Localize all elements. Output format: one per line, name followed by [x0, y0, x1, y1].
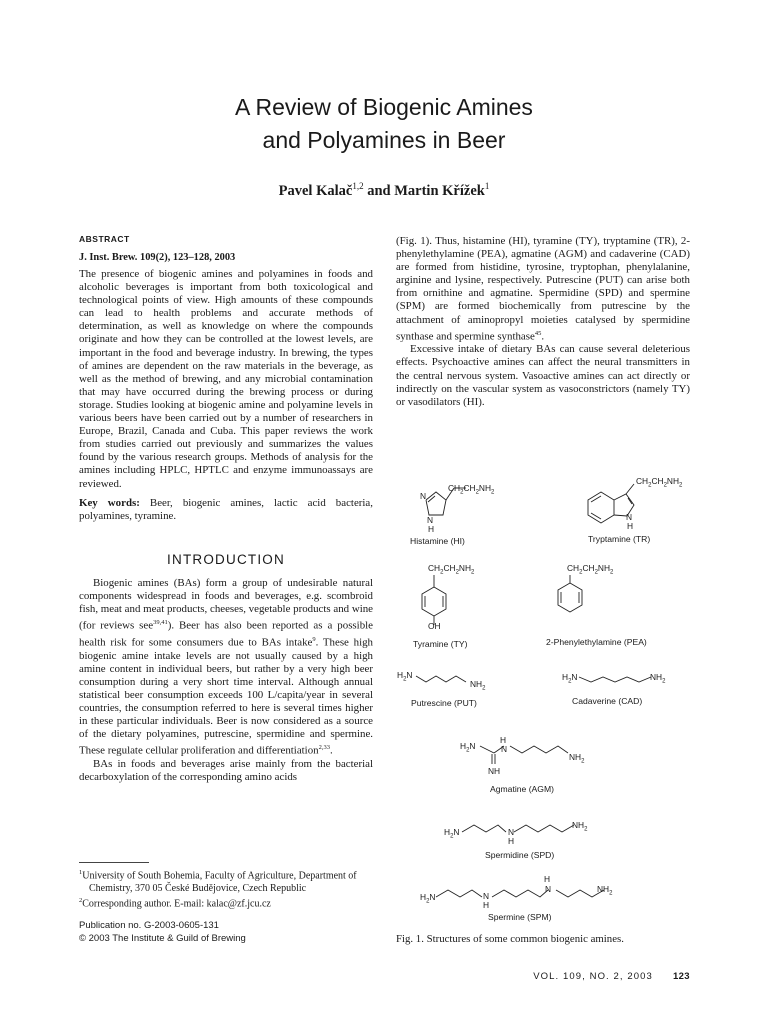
- atom-label: NH: [488, 766, 501, 776]
- journal-reference: J. Inst. Brew. 109(2), 123–128, 2003: [79, 252, 236, 263]
- introduction-paragraph-1: [79, 577, 373, 758]
- atom-label: N: [508, 827, 515, 837]
- spermidine-chain: [462, 825, 506, 832]
- atom-label: $CH_2CH_2NH_2$: [636, 476, 683, 489]
- authors: [0, 181, 768, 200]
- spermidine-chain-2: [514, 825, 574, 832]
- label-putrescine: Putrescine (PUT): [411, 698, 477, 708]
- author-1: Pavel Kalač: [278, 182, 353, 199]
- right-text-a: (Fig. 1). Thus, histamine (HI), tyramine (TY), tryptamine (TR), 2-phenylethylamine (PEA), agmatine (AGM) and cadaverine (CAD) are formed from histidine, tyrosine, tryptophan, phenylalanine, arginine and lysine, respectively. Putrescine (PUT) can arise both from ornithine and agmatine. Spermidine (SPD) and spermine (SPM) are formed biochemically from putrescine by the attachment of aminopropyl moieties catalysed by spermidine synthase and spermine synthase: [396, 235, 690, 343]
- atom-label: $CH_2CH_2NH_2$: [428, 563, 475, 576]
- atom-label: $H_2N$: [397, 670, 413, 683]
- atom-label: N: [427, 515, 434, 525]
- keywords-text: Beer, biogenic amines, lactic acid bacteria, polyamines, tyramine.: [79, 496, 373, 522]
- title-line-2: and Polyamines in Beer: [262, 127, 506, 153]
- abstract-text: The presence of biogenic amines and polyamines in foods and alcoholic beverages is important from both toxicological and technological points of view. High amounts of these compounds can lead to health problems and accurate methods of determination, as well as knowledge on where the compounds originate and how they can be controlled at the lowest levels, are important in the food and beverage industry. In brewing, the types of amines are dependent on the raw materials in the beverage, as well as the method of brewing, and any microbial contamination that may have occurred during the brewing process or during storage. Studies looking at biogenic amine and polyamine levels in various beers have been carried out by a number of researchers in Europe, Brazil, Canada and Cuba. This paper reviews the work from studies carried out previously and summarizes the values found by the various research groups. Methods of analysis for the amines including HPLC, HPTLC and enzyme immunoassays are reviewed.: [79, 268, 373, 490]
- title-line-1: A Review of Biogenic Amines: [235, 94, 533, 120]
- atom-label: OH: [428, 621, 441, 631]
- atom-label: $H_2N$: [562, 672, 578, 685]
- cadaverine-chain: [579, 677, 651, 682]
- atom-label: N: [626, 512, 633, 522]
- author-1-affiliation: 1,2: [352, 181, 364, 191]
- footnote-2-text: Corresponding author. E-mail: kalac@zf.jcu.cz: [82, 898, 271, 910]
- citation: 2,33: [318, 744, 330, 752]
- atom-label: H: [627, 521, 634, 531]
- atom-label: $NH_2$: [650, 672, 666, 685]
- introduction-heading: INTRODUCTION: [167, 552, 285, 567]
- page-number: 123: [672, 971, 690, 982]
- atom-label: $H_2N$: [444, 827, 460, 840]
- atom-label: $H_2N$: [460, 741, 476, 754]
- atom-label: $NH_2$: [572, 820, 588, 833]
- paper-title: [0, 91, 768, 157]
- publication-number: Publication no. G-2003-0605-131: [79, 920, 219, 931]
- right-column-body: [396, 235, 690, 409]
- tyramine-structure: [422, 575, 446, 625]
- label-histamine: Histamine (HI): [410, 536, 465, 546]
- atom-label: $H_2N$: [420, 892, 436, 905]
- footnote-1: [79, 867, 373, 895]
- publication-info: [79, 920, 246, 945]
- footnote-1-text: University of South Bohemia, Faculty of Agriculture, Department of Chemistry, 370 05 České Budějovice, Czech Republic: [82, 870, 357, 894]
- label-pea: 2-Phenylethylamine (PEA): [546, 637, 647, 647]
- abstract-body: [79, 268, 373, 523]
- atom-label: H: [483, 900, 490, 910]
- right-text-b: .: [541, 330, 545, 343]
- atom-label: $NH_2$: [597, 884, 613, 897]
- atom-label: N: [545, 884, 552, 894]
- keywords: [79, 497, 373, 523]
- citation: 9: [312, 636, 316, 643]
- atom-label: $NH_2$: [569, 752, 585, 765]
- putrescine-chain: [416, 676, 466, 682]
- keywords-label: Key words:: [79, 496, 140, 509]
- spermine-chain-1: [436, 890, 482, 897]
- introduction-body: [79, 577, 373, 784]
- footnote-divider: [79, 862, 149, 863]
- intro-text-c: . These high biogenic amine intake levels are not usually caused by a high amine content in individual beers, but rather by a very high beer consumption during a very short time interval. Although annual statistical beer consumption exceeds 100 L/capita/year in several countries, the consumption referred to here is several times higher in these particular individuals. Beer is now considered as a source of the dietary polyamines, putrescine, spermidine and spermine. These regulate cellular proliferation and differentiation: [79, 636, 373, 757]
- atom-label: $CH_2CH_2NH_2$: [567, 563, 614, 576]
- footer-journal: VOL. 109, NO. 2, 2003: [533, 971, 653, 982]
- pea-structure: [558, 575, 582, 612]
- label-tryptamine: Tryptamine (TR): [588, 534, 651, 544]
- footnote-2-mark: 2: [79, 897, 83, 905]
- label-spermidine: Spermidine (SPD): [485, 850, 555, 860]
- intro-text-a: Biogenic amines (BAs) form a group of undesirable natural components widespread in foods and beverages, e.g. scombroid fish, meat and meat products, cheeses, vegetable products and wine (for reviews see: [79, 577, 373, 632]
- atom-label: N: [501, 744, 508, 754]
- footnote-2: [79, 895, 373, 911]
- introduction-paragraph-2: BAs in foods and beverages arise mainly from the bacterial decarboxylation of the corresponding amino acids: [79, 758, 373, 784]
- label-tyramine: Tyramine (TY): [413, 639, 468, 649]
- footnote-1-mark: 1: [79, 869, 83, 876]
- label-agmatine: Agmatine (AGM): [490, 784, 554, 794]
- atom-label: N: [483, 891, 490, 901]
- intro-text-b: ). Beer has also been reported as a possible health risk for some consumers due to BAs intake: [79, 619, 373, 649]
- atom-label: H: [544, 874, 551, 884]
- right-paragraph-1: [396, 235, 690, 343]
- author-conjunction: and: [363, 182, 395, 199]
- citation: 39,41: [153, 619, 168, 627]
- figure-caption: Fig. 1. Structures of some common biogenic amines.: [396, 933, 624, 945]
- right-paragraph-2: Excessive intake of dietary BAs can cause several deleterious effects. Psychoactive amines can affect the neural transmitters in the central nervous system. Vasoactive amines can act directly or indirectly on the vascular system as vasoconstrictors (namely TY) or vasodilators (HI).: [396, 343, 690, 408]
- atom-label: N: [420, 491, 427, 501]
- abstract-heading: ABSTRACT: [79, 234, 130, 244]
- author-2-affiliation: 1: [484, 181, 490, 191]
- page-footer: [533, 971, 690, 982]
- label-cadaverine: Cadaverine (CAD): [572, 696, 643, 706]
- atom-label: $NH_2$: [470, 679, 486, 692]
- atom-label: $CH_2CH_2NH_2$: [448, 483, 495, 496]
- spermine-chain-2: [492, 890, 548, 897]
- label-spermine: Spermine (SPM): [488, 912, 552, 922]
- author-2: Martin Křížek: [394, 182, 485, 199]
- atom-label: H: [428, 524, 435, 534]
- footnotes: [79, 867, 373, 911]
- atom-label: H: [508, 836, 515, 846]
- agmatine-structure: [480, 746, 568, 764]
- citation: 45: [534, 329, 542, 337]
- intro-text-d: .: [329, 745, 333, 757]
- copyright: © 2003 The Institute & Guild of Brewing: [79, 932, 246, 944]
- atom-label: H: [500, 735, 507, 745]
